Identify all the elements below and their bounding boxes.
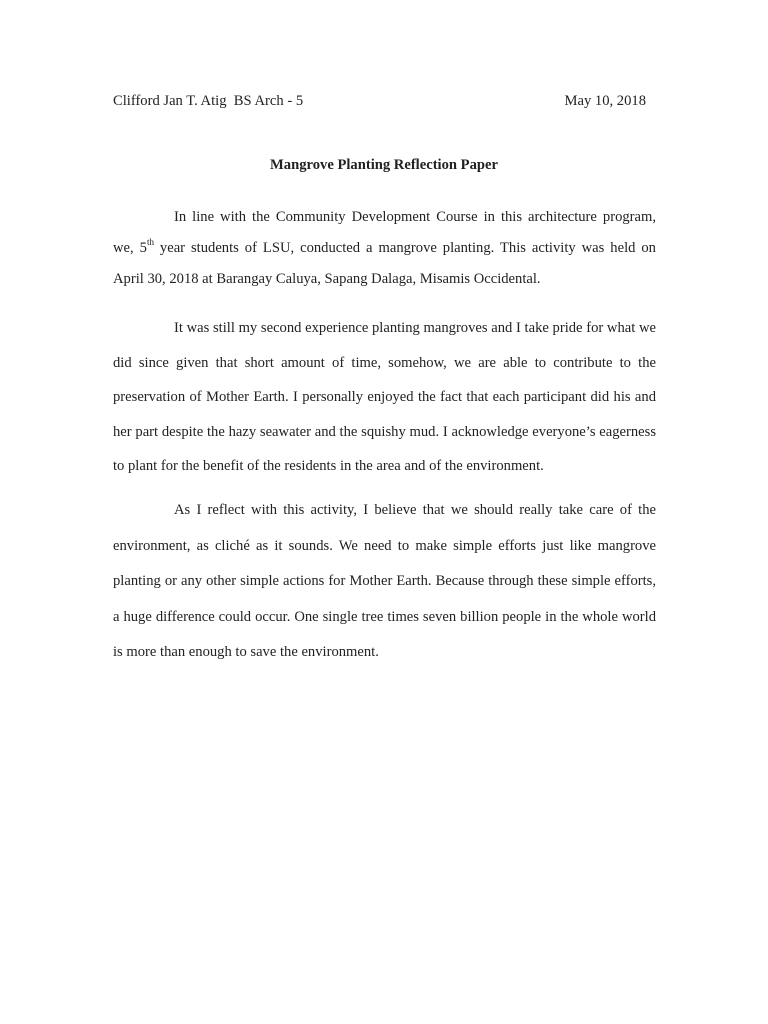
document-date: May 10, 2018 <box>564 93 646 109</box>
paragraph-1-text-start: In line with the Community Development Course in this architecture program, we, 5 <box>113 209 656 256</box>
header-line <box>113 93 646 115</box>
author-name: Clifford Jan T. Atig BS Arch - 5 <box>113 93 304 109</box>
paragraph-2: It was still my second experience planting mangroves and I take pride for what we did since given that short amount of time, somehow, we are able to contribute to the preservation of Mother Earth. I personally enjoyed the fact that each participant did his and her part despite the hazy seawater and the squishy mud. I acknowledge everyone’s eagerness to plant for the benefit of the residents in the area and of the environment. <box>113 320 656 474</box>
paragraph-1 <box>113 202 656 295</box>
paragraph-3: As I reflect with this activity, I believe that we should really take care of the environment, as cliché as it sounds. We need to make simple efforts just like mangrove planting or any other simple actions for Mother Earth. Because through these simple efforts, a huge difference could occur. One single tree times seven billion people in the whole world is more than enough to save the environment. <box>113 502 656 660</box>
ordinal-superscript: th <box>146 237 154 248</box>
paragraph-1-text-end: year students of LSU, conducted a mangrove planting. This activity was held on April 30, 2018 at Barangay Caluya, Sapang Dalaga, Misamis Occidental. <box>113 240 656 287</box>
document-title: Mangrove Planting Reflection Paper <box>270 157 498 173</box>
